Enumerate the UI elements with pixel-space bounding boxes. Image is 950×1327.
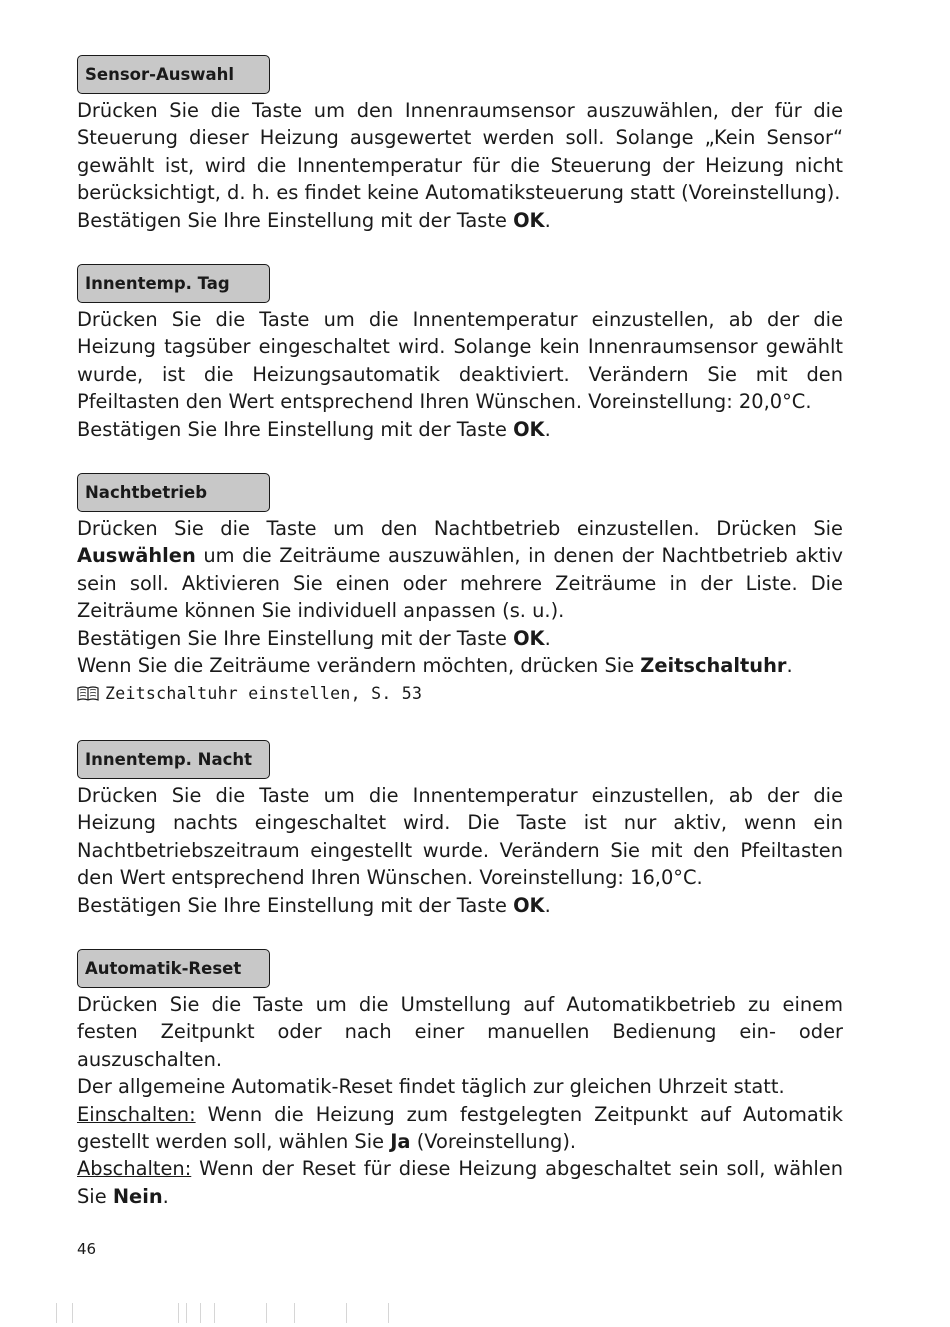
confirm-line: Bestätigen Sie Ihre Einstellung mit der Taste OK.: [77, 417, 551, 441]
key-label-innentemp-tag: Innentemp. Tag: [77, 264, 270, 303]
cross-reference: Zeitschaltuhr einstellen, S. 53: [77, 680, 843, 708]
ja-option: Ja: [390, 1130, 411, 1154]
confirm-line: Bestätigen Sie Ihre Einstellung mit der Taste OK.: [77, 208, 551, 232]
ok-key: OK: [513, 208, 545, 232]
key-label-automatik-reset: Automatik-Reset: [77, 949, 270, 988]
ok-key: OK: [513, 417, 545, 441]
nein-option: Nein: [112, 1184, 163, 1208]
book-icon: [77, 685, 99, 702]
paragraph: Drücken Sie die Taste um den Nachtbetrieb einzustellen. Drücken Sie Auswählen um die Zeiträume auszuwählen, in denen der Nachtbetrieb aktiv sein soll. Aktivieren Sie einen oder mehrere Zeiträume in der Liste. Die Zeiträume können Sie individuell anpassen (s. u.).: [77, 517, 843, 623]
einschalten-paragraph: Einschalten: Wenn die Heizung zum festgelegten Zeitpunkt auf Automatik gestellt werden soll, wählen Sie Ja (Voreinstellung).: [77, 1102, 843, 1154]
paragraph: Drücken Sie die Taste um den Innenraumsensor auszuwählen, der für die Steuerung dieser Heizung ausgewertet werden soll. Solange „Kein Sensor“ gewählt ist, wird die Innentemperatur für die Steuerung der Heizung nicht berücksichtigt, d. h. es findet keine Automatiksteuerung statt (Voreinstellung).: [77, 99, 843, 205]
paragraph: Drücken Sie die Taste um die Umstellung auf Automatikbetrieb zu einem festen Zeitpunkt oder nach einer manuellen Bedienung ein- oder auszuschalten.: [77, 993, 843, 1071]
section-automatik-reset: [77, 949, 843, 1210]
paragraph: Der allgemeine Automatik-Reset findet täglich zur gleichen Uhrzeit statt.: [77, 1075, 785, 1099]
abschalten-paragraph: Abschalten: Wenn der Reset für diese Heizung abgeschaltet sein soll, wählen Sie Nein.: [77, 1157, 843, 1208]
ok-key: OK: [513, 626, 545, 650]
section-innentemp-tag: [77, 264, 843, 443]
change-line: Wenn Sie die Zeiträume verändern möchten, drücken Sie Zeitschaltuhr.: [77, 654, 793, 678]
page-number: 46: [77, 1240, 97, 1258]
auswaehlen-key: Auswählen: [77, 544, 196, 568]
key-label-nachtbetrieb: Nachtbetrieb: [77, 473, 270, 512]
zeitschaltuhr-key: Zeitschaltuhr: [640, 654, 787, 678]
scan-artifact-marks: [0, 1303, 950, 1327]
section-sensor-auswahl: [77, 55, 843, 234]
paragraph: Drücken Sie die Taste um die Innentemperatur einzustellen, ab der die Heizung nachts eingeschaltet wird. Die Taste ist nur aktiv, wenn ein Nachtbetriebszeitraum eingestellt wurde. Verändern Sie mit den Pfeiltasten den Wert entsprechend Ihren Wünschen. Voreinstellung: 16,0°C.: [77, 784, 843, 890]
confirm-line: Bestätigen Sie Ihre Einstellung mit der Taste OK.: [77, 893, 551, 917]
paragraph: Drücken Sie die Taste um die Innentemperatur einzustellen, ab der die Heizung tagsüber eingeschaltet wird. Solange kein Innenraumsensor gewählt wurde, ist die Heizungsautomatik deaktiviert. Verändern Sie mit den Pfeiltasten den Wert entsprechend Ihren Wünschen. Voreinstellung: 20,0°C.: [77, 308, 843, 414]
key-label-sensor-auswahl: Sensor-Auswahl: [77, 55, 270, 94]
confirm-line: Bestätigen Sie Ihre Einstellung mit der Taste OK.: [77, 626, 551, 650]
key-label-innentemp-nacht: Innentemp. Nacht: [77, 740, 270, 779]
section-innentemp-nacht: [77, 740, 843, 919]
ok-key: OK: [513, 893, 545, 917]
section-nachtbetrieb: [77, 473, 843, 708]
